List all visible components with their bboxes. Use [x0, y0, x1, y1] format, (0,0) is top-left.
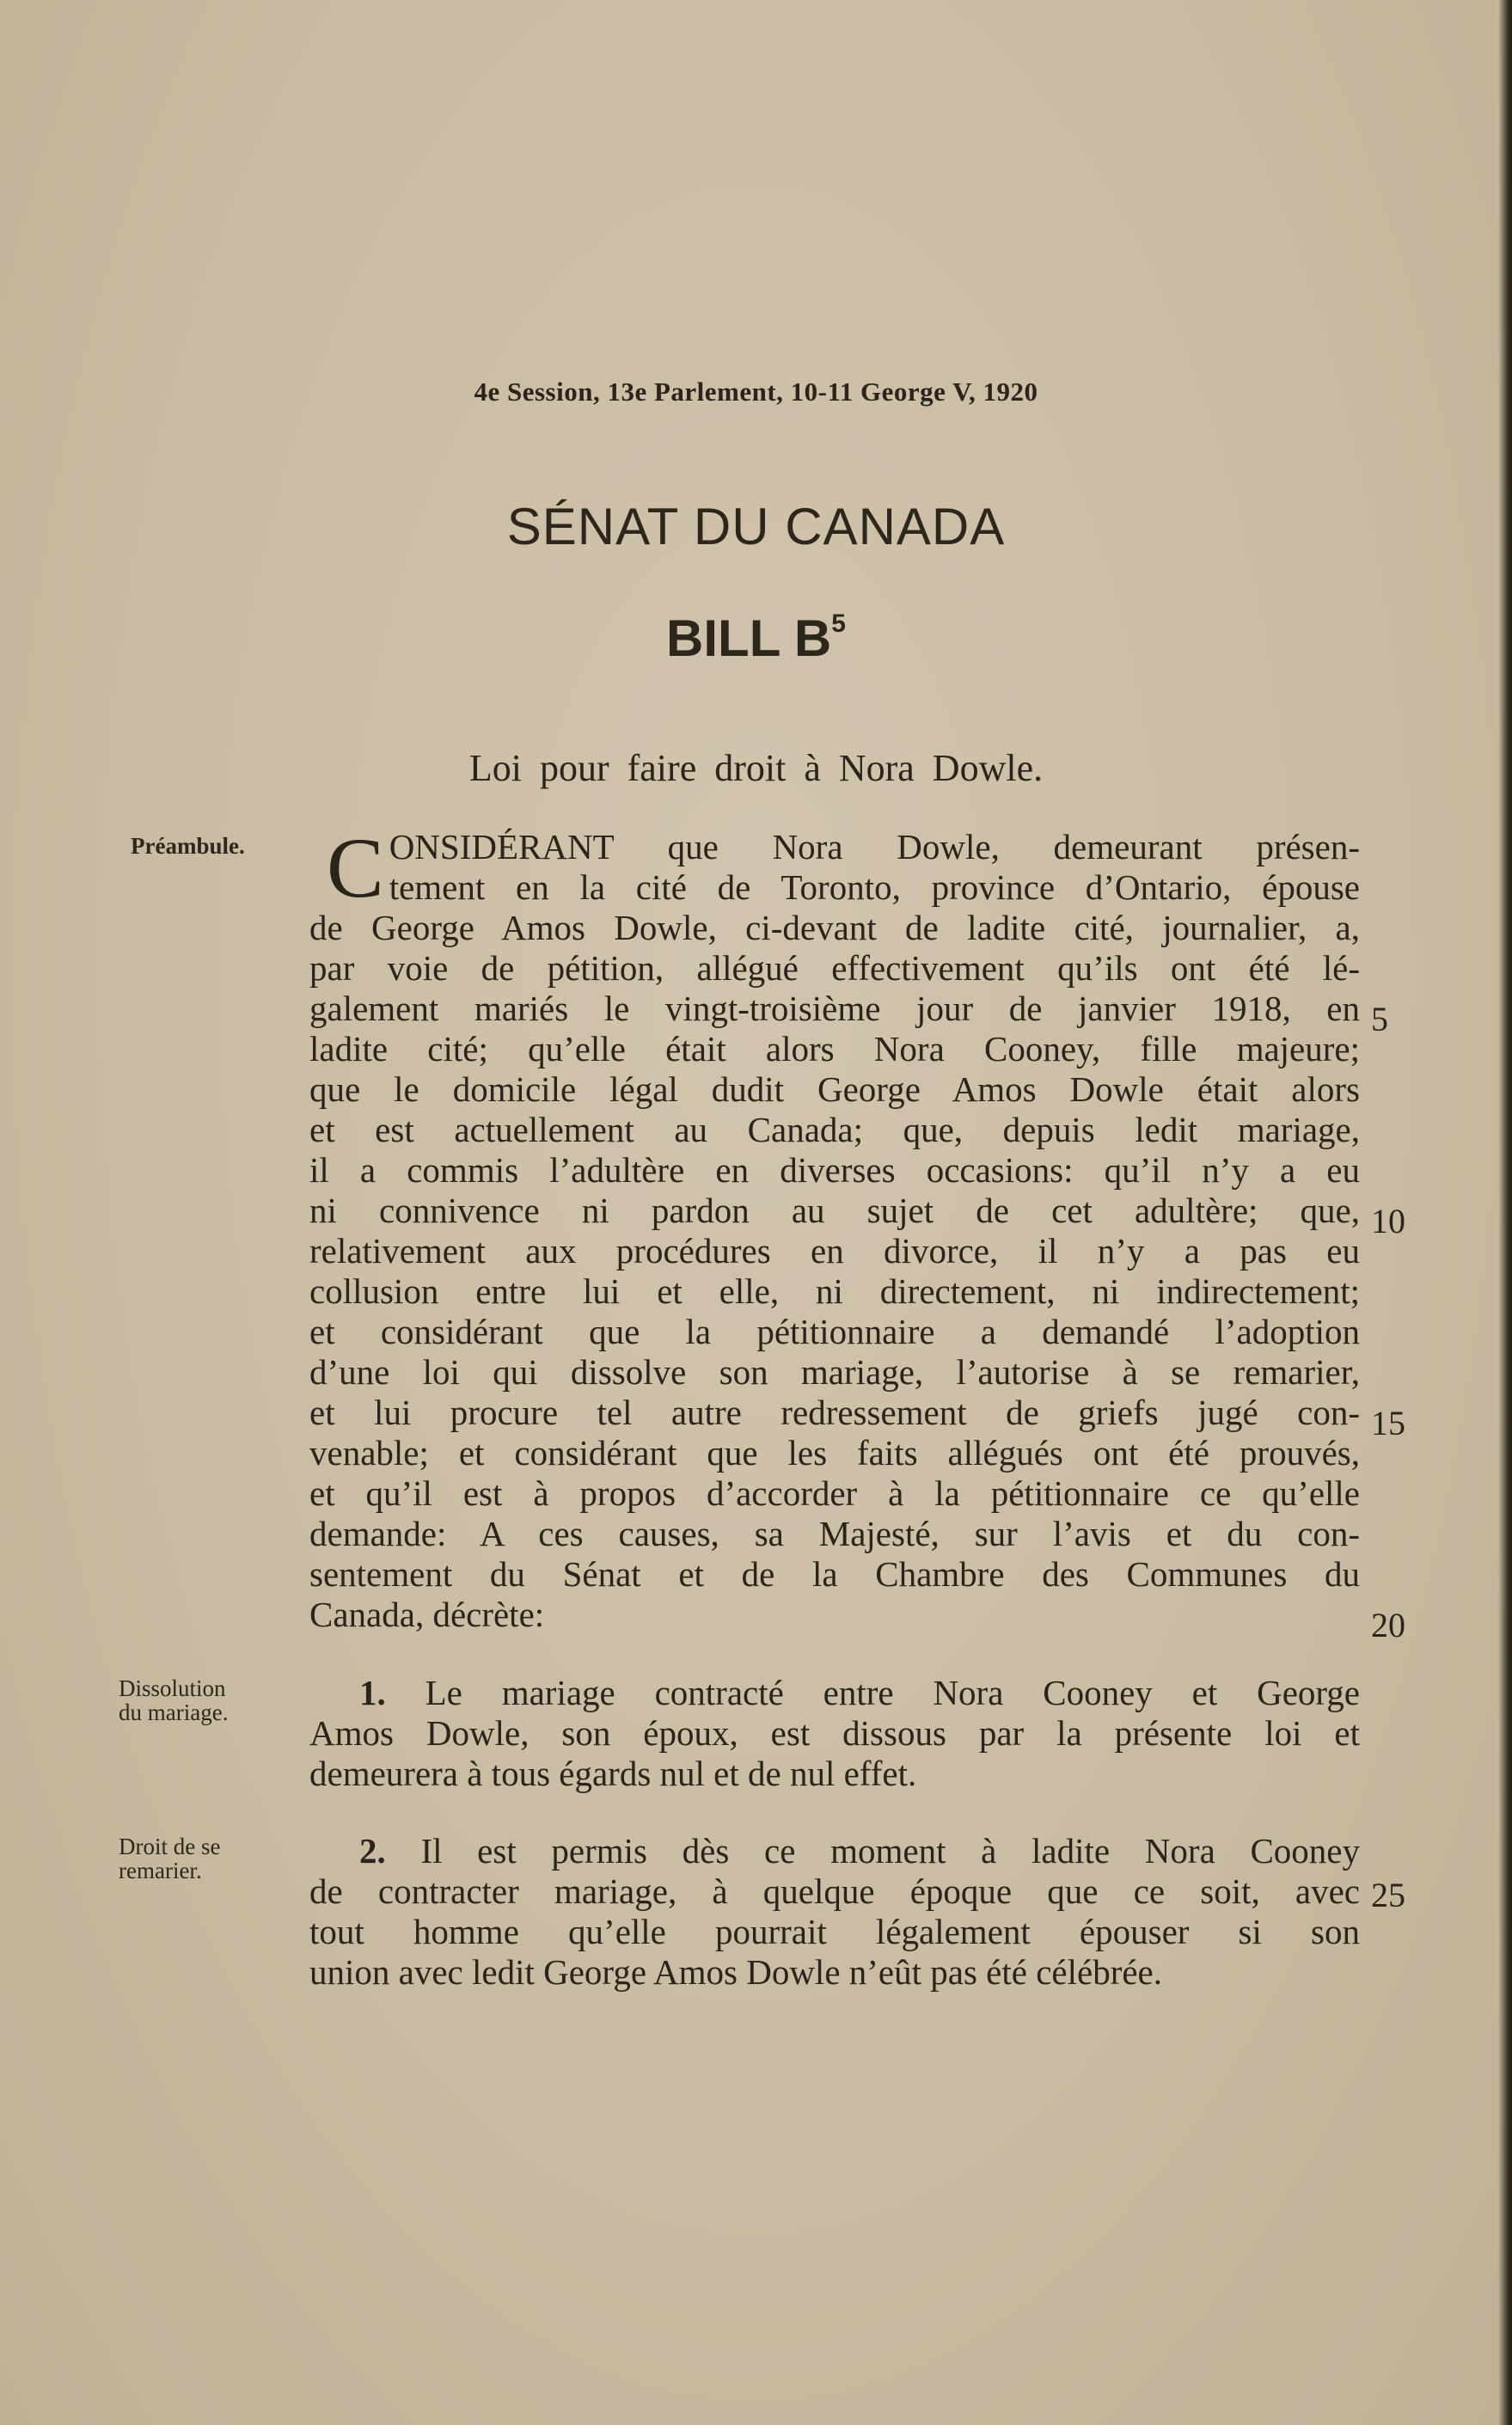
margin-note-dissolution-line1: Dissolution: [119, 1675, 226, 1701]
preamble-line: il a commis l’adultère en diverses occasions: qu’il n’y a eu: [309, 1150, 1360, 1190]
section-2-line: tout homme qu’elle pourrait légalement épouser si son: [309, 1912, 1360, 1951]
preamble-line: ladite cité; qu’elle était alors Nora Cooney, fille majeure;: [309, 1029, 1360, 1069]
preamble-line: Canada, décrète:: [309, 1595, 545, 1634]
preamble-line: venable; et considérant que les faits allégués ont été prouvés,: [309, 1433, 1360, 1473]
section-2-line: union avec ledit George Amos Dowle n’eût pas été célébrée.: [309, 1952, 1162, 1992]
section-1-line: demeurera à tous égards nul et de nul effet.: [309, 1754, 917, 1793]
preamble-line: galement mariés le vingt-troisième jour de janvier 1918, en: [309, 989, 1360, 1028]
line-number-25: 25: [1371, 1876, 1405, 1914]
bill-title: [0, 609, 1512, 668]
section-1: [309, 1673, 1360, 1794]
section-2-number: 2.: [359, 1831, 386, 1871]
section-1-line: [309, 1673, 1360, 1713]
preamble-line: collusion entre lui et elle, ni directement, ni indirectement;: [309, 1271, 1360, 1311]
preamble-line: ONSIDÉRANT que Nora Dowle, demeurant présen-: [389, 827, 1360, 867]
line-number-20: 20: [1371, 1606, 1405, 1644]
bill-superscript: 5: [831, 609, 846, 638]
dropcap: C: [327, 820, 384, 915]
preamble-line: relativement aux procédures en divorce, il n’y a pas eu: [309, 1231, 1360, 1271]
preamble-text: [309, 820, 1360, 1635]
act-title: Loi pour faire droit à Nora Dowle.: [468, 747, 1044, 789]
section-2: [309, 1831, 1360, 1993]
section-1-line: Amos Dowle, son époux, est dissous par la présente loi et: [309, 1713, 1360, 1753]
line-number-10: 10: [1371, 1202, 1405, 1240]
bill-label: BILL B: [666, 609, 832, 667]
preamble-line: et est actuellement au Canada; que, depuis ledit mariage,: [309, 1110, 1360, 1149]
margin-note-dissolution-line2: du mariage.: [119, 1699, 229, 1725]
preamble-line: ni connivence ni pardon au sujet de cet adultère; que,: [309, 1191, 1360, 1230]
margin-note-preamble: Préambule.: [131, 833, 245, 859]
preamble-line: de George Amos Dowle, ci-devant de ladite cité, journalier, a,: [309, 908, 1360, 947]
margin-note-remarry-line2: remarier.: [119, 1858, 202, 1883]
section-1-number: 1.: [359, 1673, 386, 1712]
line-number-5: 5: [1371, 1000, 1388, 1038]
section-1-first-line: Le mariage contracté entre Nora Cooney et George: [425, 1673, 1361, 1712]
preamble-line: et lui procure tel autre redressement de griefs jugé con-: [309, 1393, 1360, 1432]
line-number-15: 15: [1371, 1404, 1405, 1442]
senate-title: SÉNAT DU CANADA: [506, 498, 1006, 555]
preamble-line: et considérant que la pétitionnaire a demandé l’adoption: [309, 1312, 1360, 1351]
margin-note-remarry-line1: Droit de se: [119, 1834, 221, 1859]
preamble-line: sentement du Sénat et de la Chambre des Communes du: [309, 1554, 1360, 1594]
preamble-line: demande: A ces causes, sa Majesté, sur l’avis et du con-: [309, 1514, 1360, 1553]
preamble-line: que le domicile légal dudit George Amos Dowle était alors: [309, 1069, 1360, 1109]
margin-note-dissolution: [119, 1676, 291, 1724]
margin-note-remarry: [119, 1834, 291, 1883]
section-2-line: de contracter mariage, à quelque époque que ce soit, avec: [309, 1871, 1360, 1911]
preamble-line: et qu’il est à propos d’accorder à la pétitionnaire ce qu’elle: [309, 1473, 1360, 1513]
preamble-line: par voie de pétition, allégué effectivement qu’ils ont été lé-: [309, 948, 1360, 988]
section-2-line: [309, 1831, 1360, 1871]
preamble-line: d’une loi qui dissolve son mariage, l’autorise à se remarier,: [309, 1352, 1360, 1392]
section-2-first-line: Il est permis dès ce moment à ladite Nora Cooney: [420, 1831, 1360, 1871]
preamble-line: tement en la cité de Toronto, province d’Ontario, épouse: [389, 867, 1360, 907]
session-header: 4e Session, 13e Parlement, 10-11 George V, 1920: [474, 377, 1038, 407]
page-edge-shadow: [1498, 0, 1512, 2425]
